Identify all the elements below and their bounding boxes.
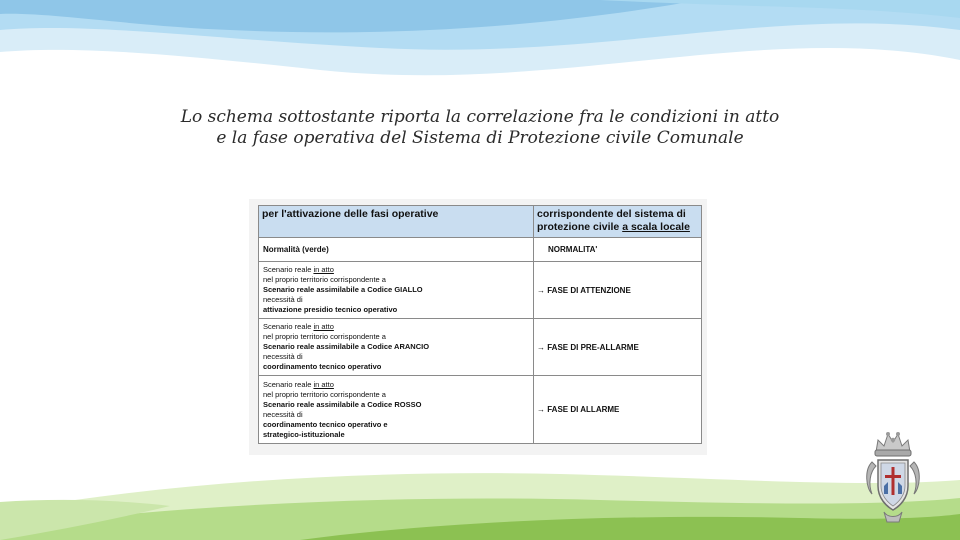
title-line-1: Lo schema sottostante riporta la correlazione fra le condizioni in atto: [180, 107, 780, 127]
scenario-in-atto: in atto: [313, 322, 334, 331]
code-line: Scenario reale assimilabile a Codice ARANCIO: [263, 342, 430, 351]
scenario-in-atto: in atto: [313, 379, 334, 389]
phase-normal: NORMALITA': [534, 238, 702, 262]
territory-line: nel proprio territorio corrispondente a: [263, 275, 386, 284]
table-row: [259, 319, 702, 376]
action-line: coordinamento tecnico operativo: [263, 362, 382, 371]
condition-red: [259, 376, 534, 444]
slide-title: [120, 107, 840, 149]
header-phase-line-2: protezione civile: [537, 221, 623, 233]
phases-table: [258, 205, 702, 444]
phase-attention: → FASE DI ATTENZIONE: [534, 262, 702, 319]
scenario-line: [263, 322, 529, 332]
top-wave-decoration: [0, 0, 960, 110]
need-line: necessità di: [263, 295, 303, 304]
table-row: [259, 262, 702, 319]
condition-yellow: [259, 262, 534, 319]
bottom-wave-decoration: [0, 440, 960, 540]
scenario-in-atto: in atto: [313, 265, 334, 274]
condition-orange: [259, 319, 534, 376]
header-conditions: per l'attivazione delle fasi operative: [259, 206, 534, 238]
table-row: [259, 238, 702, 262]
header-phase-line-1: corrispondente del sistema di: [537, 208, 686, 220]
scenario-line: [263, 265, 529, 275]
header-phase-underlined: a scala locale: [622, 221, 690, 233]
scenario-prefix: Scenario reale: [263, 265, 314, 274]
action-line: attivazione presidio tecnico operativo: [263, 305, 398, 314]
scenario-prefix: Scenario reale: [263, 322, 314, 331]
table-header-row: [259, 206, 702, 238]
need-line: necessità di: [263, 409, 303, 419]
need-line: necessità di: [263, 352, 303, 361]
action-line: strategico-istituzionale: [263, 429, 345, 439]
table-image: [249, 199, 707, 455]
crest-icon: [862, 428, 924, 524]
table-row: [259, 376, 702, 444]
scenario-prefix: Scenario reale: [263, 379, 314, 389]
scenario-line: [263, 380, 529, 390]
code-line: Scenario reale assimilabile a Codice ROSSO: [263, 399, 422, 409]
territory-line: nel proprio territorio corrispondente a: [263, 332, 386, 341]
territory-line: nel proprio territorio corrispondente a: [263, 389, 386, 399]
action-line: coordinamento tecnico operativo e: [263, 419, 388, 429]
condition-normal: Normalità (verde): [259, 238, 534, 262]
code-line: Scenario reale assimilabile a Codice GIALLO: [263, 285, 423, 294]
title-line-2: e la fase operativa del Sistema di Protezione civile Comunale: [216, 128, 744, 148]
phase-alarm: → FASE DI ALLARME: [534, 376, 702, 444]
header-phase: [534, 206, 702, 238]
phase-pre-alarm: → FASE DI PRE-ALLARME: [534, 319, 702, 376]
